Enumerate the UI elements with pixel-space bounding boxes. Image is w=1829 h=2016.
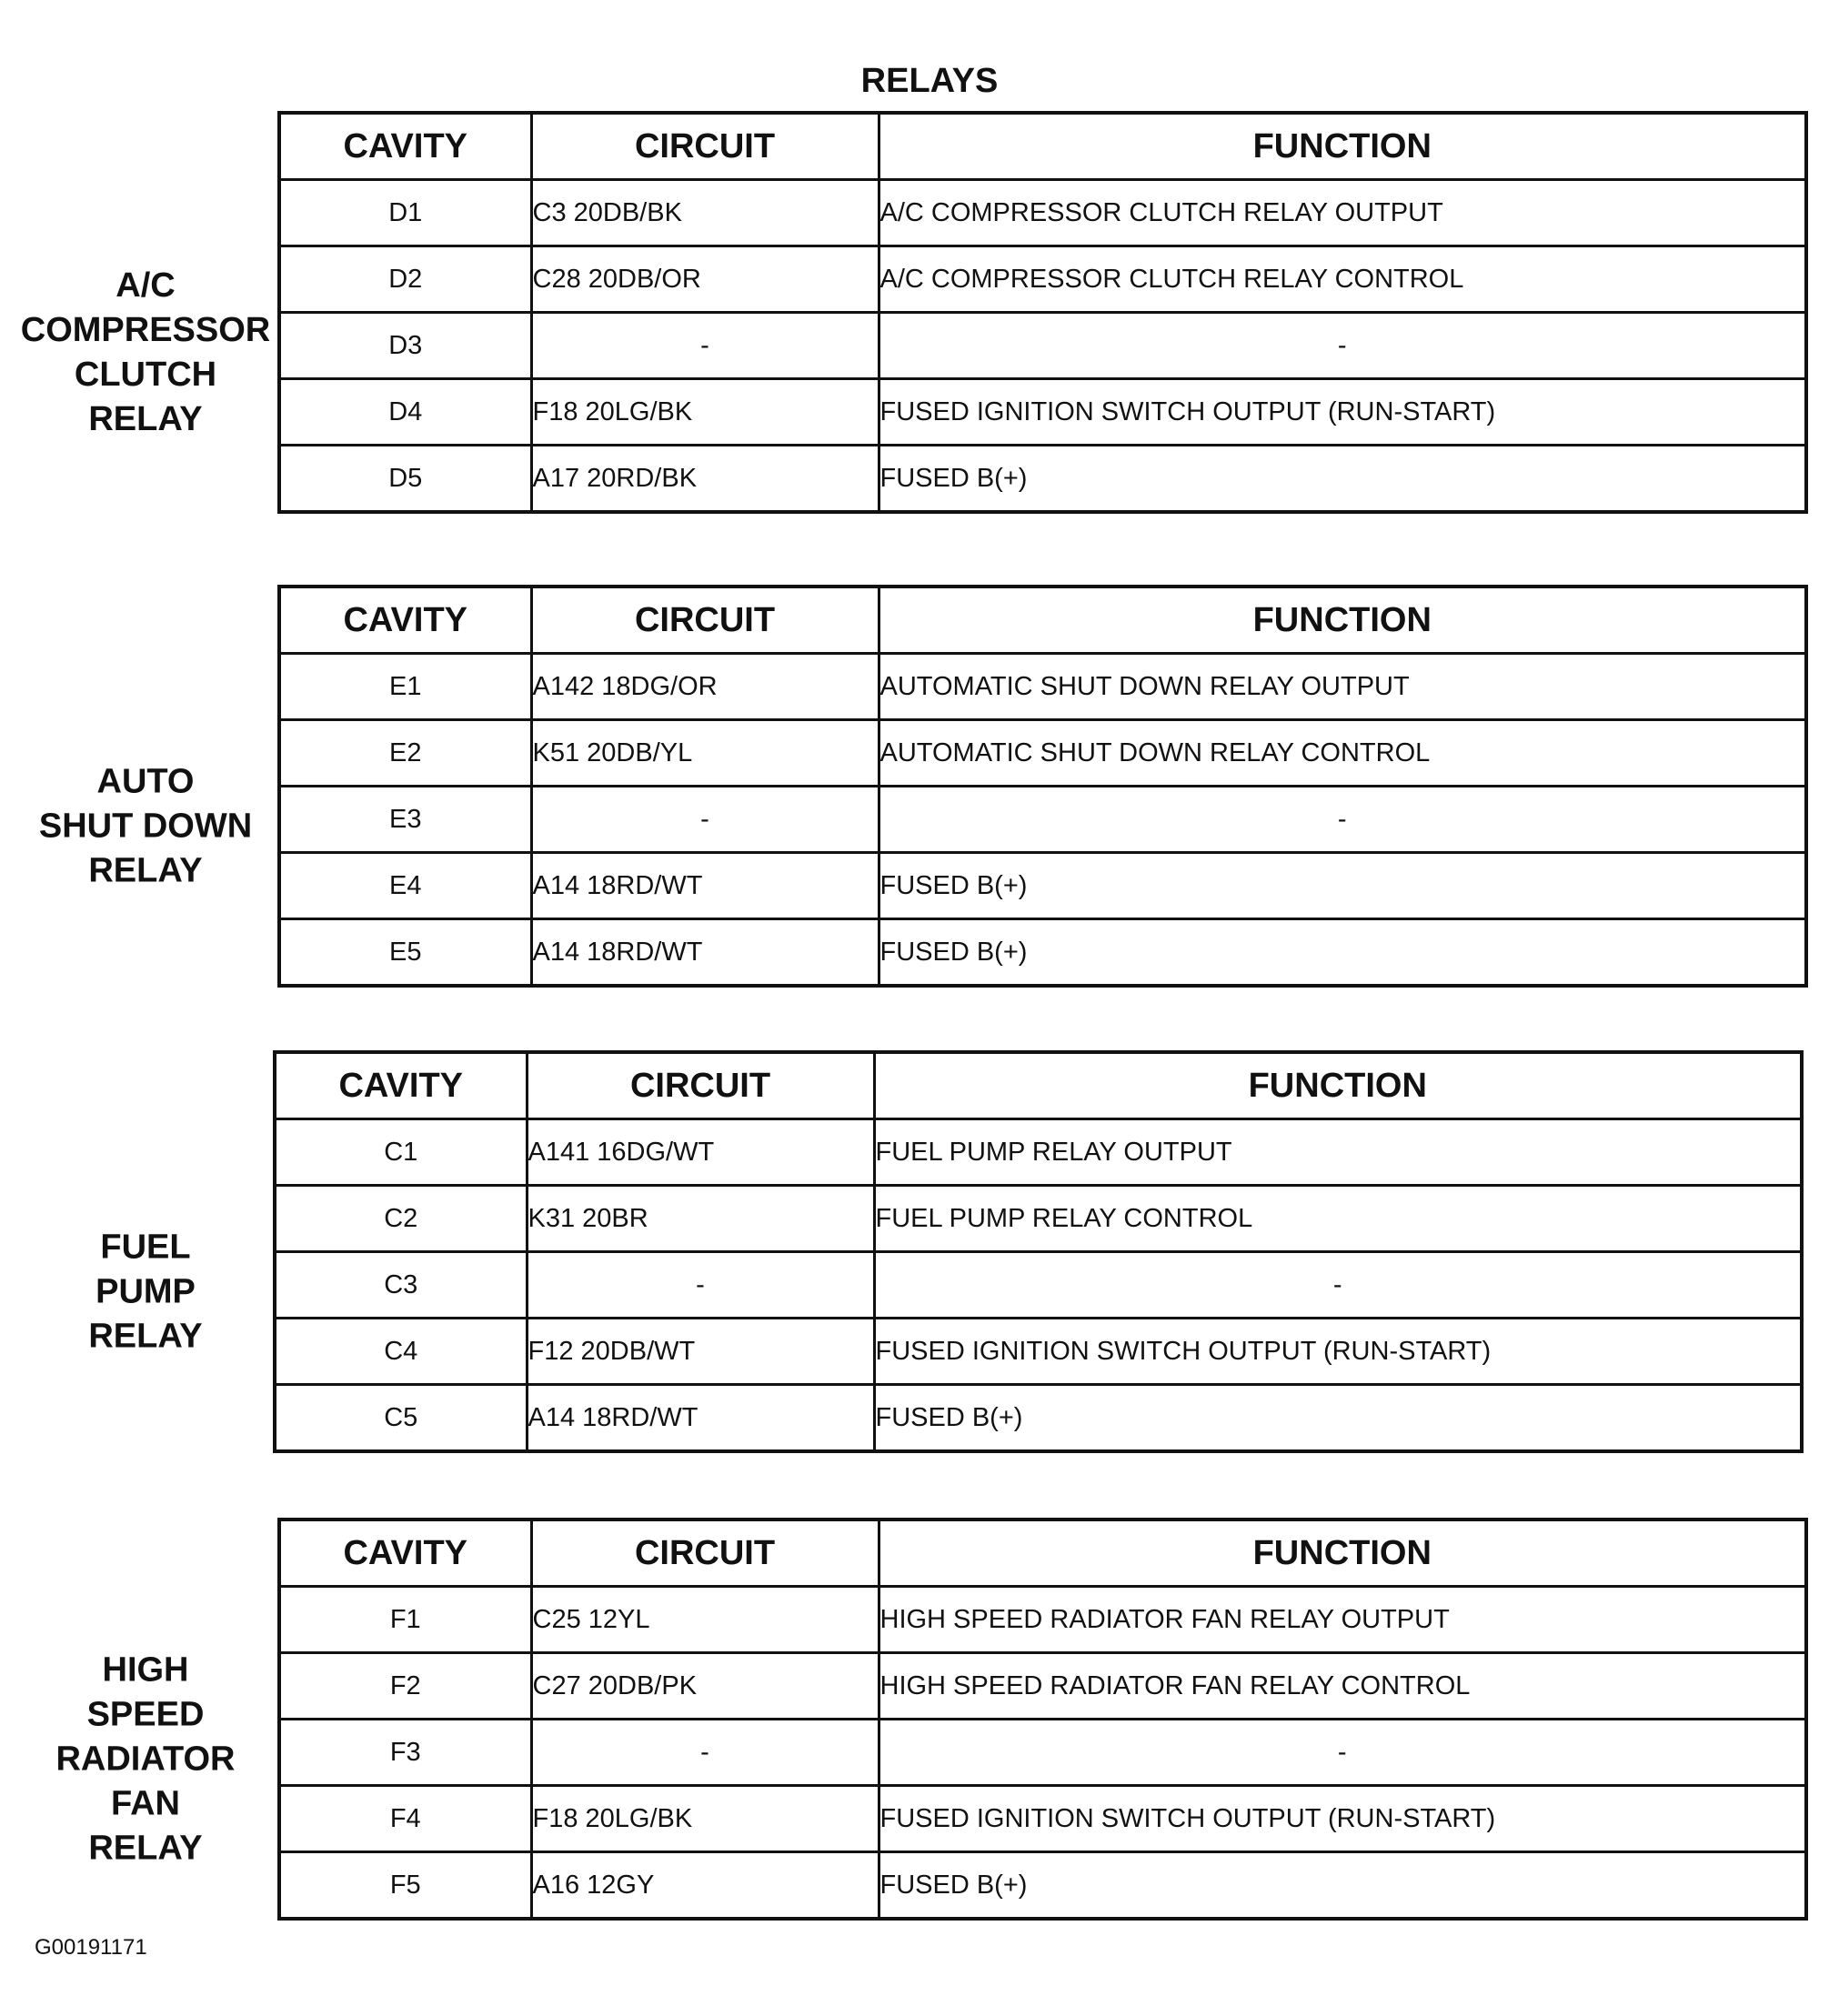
function-cell: FUSED IGNITION SWITCH OUTPUT (RUN-START) <box>874 1319 1802 1385</box>
cavity-cell: E3 <box>279 787 531 853</box>
cavity-cell: E5 <box>279 919 531 987</box>
circuit-cell: F18 20LG/BK <box>531 379 879 446</box>
function-cell: - <box>879 313 1806 379</box>
relay-label-line: COMPRESSOR <box>20 311 271 349</box>
relay-label <box>18 760 273 894</box>
relay-label-line: FUEL <box>100 1228 191 1267</box>
cavity-cell: F2 <box>279 1653 531 1720</box>
table-row <box>279 379 1806 446</box>
header-function: FUNCTION <box>879 113 1806 180</box>
cavity-cell: F1 <box>279 1587 531 1653</box>
relay-label <box>18 264 273 442</box>
circuit-cell: F18 20LG/BK <box>531 1786 879 1852</box>
function-cell: FUSED IGNITION SWITCH OUTPUT (RUN-START) <box>879 1786 1806 1852</box>
table-row <box>275 1186 1802 1252</box>
circuit-cell: - <box>531 787 879 853</box>
function-cell: FUSED B(+) <box>879 853 1806 919</box>
circuit-cell: A142 18DG/OR <box>531 654 879 720</box>
pin-table <box>277 585 1808 988</box>
circuit-cell: A14 18RD/WT <box>531 919 879 987</box>
relay-label-line: RELAY <box>88 1317 203 1356</box>
relay-label-line: SHUT DOWN <box>38 807 253 846</box>
cavity-cell: C5 <box>275 1385 527 1452</box>
cavity-cell: F3 <box>279 1720 531 1786</box>
cavity-cell: D1 <box>279 180 531 246</box>
header-cavity: CAVITY <box>279 1520 531 1587</box>
cavity-cell: D2 <box>279 246 531 313</box>
circuit-cell: K31 20BR <box>527 1186 874 1252</box>
cavity-cell: C4 <box>275 1319 527 1385</box>
header-function: FUNCTION <box>879 587 1806 654</box>
function-cell: AUTOMATIC SHUT DOWN RELAY CONTROL <box>879 720 1806 787</box>
table-row <box>279 654 1806 720</box>
header-circuit: CIRCUIT <box>527 1052 874 1119</box>
circuit-cell: A141 16DG/WT <box>527 1119 874 1186</box>
function-cell: FUSED B(+) <box>879 919 1806 987</box>
pin-table <box>273 1050 1804 1453</box>
cavity-cell: E1 <box>279 654 531 720</box>
relay-label-line: SPEED <box>86 1695 205 1734</box>
relay-label-line: HIGH <box>102 1650 189 1690</box>
circuit-cell: A14 18RD/WT <box>527 1385 874 1452</box>
header-cavity: CAVITY <box>279 587 531 654</box>
table-row <box>279 180 1806 246</box>
cavity-cell: E2 <box>279 720 531 787</box>
cavity-cell: F5 <box>279 1852 531 1920</box>
relay-label-line: CLUTCH <box>74 356 217 394</box>
table-row <box>279 853 1806 919</box>
relay-label <box>18 1649 273 1871</box>
cavity-cell: D5 <box>279 446 531 513</box>
function-cell: AUTOMATIC SHUT DOWN RELAY OUTPUT <box>879 654 1806 720</box>
table-row <box>279 720 1806 787</box>
circuit-cell: K51 20DB/YL <box>531 720 879 787</box>
function-cell: - <box>874 1252 1802 1319</box>
header-circuit: CIRCUIT <box>531 113 879 180</box>
table-row <box>279 1653 1806 1720</box>
relay-label-line: RELAY <box>88 400 203 438</box>
function-cell: FUSED B(+) <box>879 446 1806 513</box>
cavity-cell: C3 <box>275 1252 527 1319</box>
table-row <box>279 1587 1806 1653</box>
table-row <box>279 1786 1806 1852</box>
cavity-cell: E4 <box>279 853 531 919</box>
circuit-cell: A17 20RD/BK <box>531 446 879 513</box>
table-row <box>275 1319 1802 1385</box>
relay-label <box>18 1226 273 1359</box>
table-header-row <box>279 1520 1806 1587</box>
relay-label-line: PUMP <box>95 1272 196 1311</box>
function-cell: FUSED B(+) <box>879 1852 1806 1920</box>
header-cavity: CAVITY <box>279 113 531 180</box>
relay-label-line: FAN <box>111 1784 180 1823</box>
function-cell: A/C COMPRESSOR CLUTCH RELAY OUTPUT <box>879 180 1806 246</box>
table-header-row <box>279 113 1806 180</box>
table-row <box>275 1385 1802 1452</box>
table-row <box>279 787 1806 853</box>
table-row <box>279 446 1806 513</box>
function-cell: A/C COMPRESSOR CLUTCH RELAY CONTROL <box>879 246 1806 313</box>
relay-label-line: RELAY <box>88 851 203 890</box>
circuit-cell: A14 18RD/WT <box>531 853 879 919</box>
circuit-cell: C28 20DB/OR <box>531 246 879 313</box>
circuit-cell: F12 20DB/WT <box>527 1319 874 1385</box>
cavity-cell: D4 <box>279 379 531 446</box>
table-row <box>275 1252 1802 1319</box>
table-row <box>279 1852 1806 1920</box>
circuit-cell: C3 20DB/BK <box>531 180 879 246</box>
header-function: FUNCTION <box>879 1520 1806 1587</box>
function-cell: - <box>879 1720 1806 1786</box>
cavity-cell: C1 <box>275 1119 527 1186</box>
header-cavity: CAVITY <box>275 1052 527 1119</box>
table-row <box>279 1720 1806 1786</box>
function-cell: FUEL PUMP RELAY CONTROL <box>874 1186 1802 1252</box>
relay-label-line: RELAY <box>88 1829 203 1868</box>
table-header-row <box>279 587 1806 654</box>
function-cell: FUSED IGNITION SWITCH OUTPUT (RUN-START) <box>879 379 1806 446</box>
cavity-cell: D3 <box>279 313 531 379</box>
table-row <box>279 919 1806 987</box>
function-cell: FUSED B(+) <box>874 1385 1802 1452</box>
header-function: FUNCTION <box>874 1052 1802 1119</box>
relay-label-line: RADIATOR <box>55 1740 236 1779</box>
function-cell: HIGH SPEED RADIATOR FAN RELAY OUTPUT <box>879 1587 1806 1653</box>
function-cell: FUEL PUMP RELAY OUTPUT <box>874 1119 1802 1186</box>
cavity-cell: C2 <box>275 1186 527 1252</box>
table-header-row <box>275 1052 1802 1119</box>
circuit-cell: C27 20DB/PK <box>531 1653 879 1720</box>
table-row <box>279 313 1806 379</box>
pin-table <box>277 1518 1808 1921</box>
circuit-cell: - <box>531 313 879 379</box>
circuit-cell: A16 12GY <box>531 1852 879 1920</box>
table-row <box>275 1119 1802 1186</box>
table-row <box>279 246 1806 313</box>
circuit-cell: - <box>527 1252 874 1319</box>
header-circuit: CIRCUIT <box>531 1520 879 1587</box>
figure-id: G00191171 <box>35 1935 147 1960</box>
pin-table <box>277 111 1808 514</box>
function-cell: - <box>879 787 1806 853</box>
relay-label-line: A/C <box>116 266 176 305</box>
circuit-cell: - <box>531 1720 879 1786</box>
page-title: RELAYS <box>860 62 999 100</box>
cavity-cell: F4 <box>279 1786 531 1852</box>
circuit-cell: C25 12YL <box>531 1587 879 1653</box>
header-circuit: CIRCUIT <box>531 587 879 654</box>
relay-label-line: AUTO <box>96 762 195 801</box>
function-cell: HIGH SPEED RADIATOR FAN RELAY CONTROL <box>879 1653 1806 1720</box>
